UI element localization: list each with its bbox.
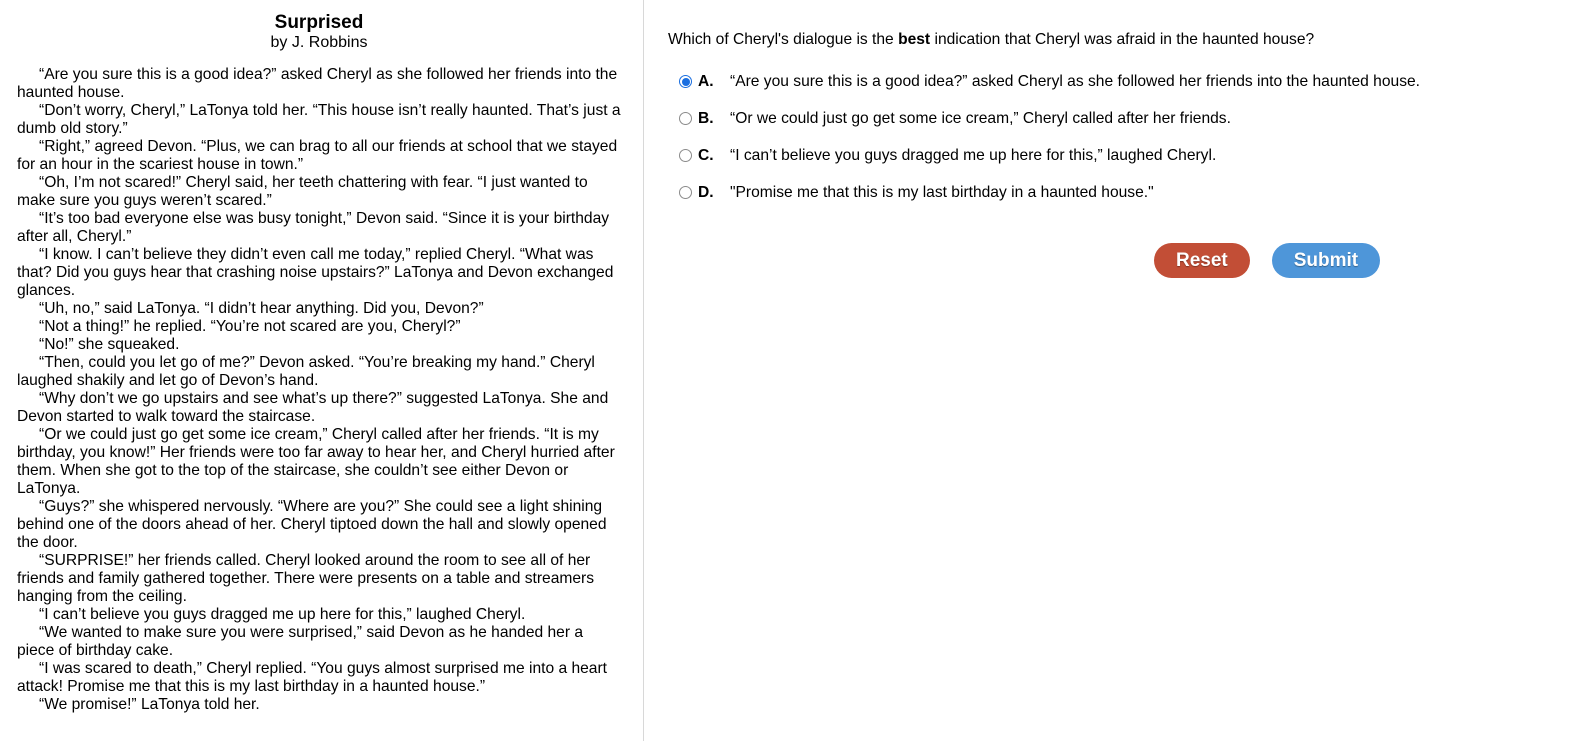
option-a[interactable] — [679, 73, 1565, 91]
option-a-letter: A. — [698, 73, 714, 90]
option-d-text: "Promise me that this is my last birthday in a haunted house." — [730, 184, 1154, 201]
submit-button[interactable]: Submit — [1272, 243, 1380, 278]
story-paragraph: “Not a thing!” he replied. “You’re not scared are you, Cheryl?” — [39, 318, 461, 335]
story-body — [17, 66, 621, 714]
story-byline: by J. Robbins — [270, 34, 368, 51]
story-paragraph: “I was scared to death,” Cheryl replied. “You guys almost surprised me into a heart attack! Promise me that this is my last birthday in a haunted house.” — [17, 660, 607, 695]
option-a-text: “Are you sure this is a good idea?” asked Cheryl as she followed her friends into the haunted house. — [730, 73, 1421, 90]
option-d[interactable] — [679, 184, 1565, 202]
story-paragraph: “We wanted to make sure you were surprised,” said Devon as he handed her a piece of birthday cake. — [17, 624, 584, 659]
story-paragraph: “I can’t believe you guys dragged me up here for this,” laughed Cheryl. — [39, 606, 526, 623]
radio-button-c[interactable] — [679, 149, 692, 162]
story-paragraph: “No!” she squeaked. — [39, 336, 180, 353]
story-paragraph: “We promise!” LaTonya told her. — [39, 696, 260, 713]
answer-options — [679, 73, 1565, 202]
story-paragraph: “Then, could you let go of me?” Devon asked. “You’re breaking my hand.” Cheryl laughed shakily and let go of Devon’s hand. — [17, 354, 595, 389]
reset-button[interactable]: Reset — [1154, 243, 1250, 278]
story-paragraph: “Or we could just go get some ice cream,” Cheryl called after her friends. “It is my birthday, you know!” Her friends were too far away to hear her, and Cheryl hurried after them. When she got to the top of the staircase, she couldn’t see either Devon or LaTonya. — [17, 426, 615, 497]
story-paragraph: “SURPRISE!” her friends called. Cheryl looked around the room to see all of her friends and family gathered together. There were presents on a table and streamers hanging from the ceiling. — [17, 552, 595, 605]
option-b[interactable] — [679, 110, 1565, 128]
story-paragraph: “Right,” agreed Devon. “Plus, we can brag to all our friends at school that we stayed for an hour in the scariest house in town.” — [17, 138, 618, 173]
question-prompt-bold-word: best — [898, 31, 931, 48]
option-d-letter: D. — [698, 184, 714, 201]
story-paragraph: “I know. I can’t believe they didn’t even call me today,” replied Cheryl. “What was that? Did you guys hear that crashing noise upstairs?” LaTonya and Devon exchanged glances. — [17, 246, 614, 299]
question-prompt — [668, 31, 1565, 49]
story-paragraph: “Don’t worry, Cheryl,” LaTonya told her. “This house isn’t really haunted. That’s just a dumb old story.” — [17, 102, 621, 137]
question-panel — [644, 0, 1585, 749]
option-c[interactable] — [679, 147, 1565, 165]
story-paragraph: “Uh, no,” said LaTonya. “I didn’t hear anything. Did you, Devon?” — [39, 300, 484, 317]
option-b-letter: B. — [698, 110, 714, 127]
option-c-letter: C. — [698, 147, 714, 164]
story-paragraph: “Why don’t we go upstairs and see what’s up there?” suggested LaTonya. She and Devon started to walk toward the staircase. — [17, 390, 609, 425]
question-prompt-suffix: indication that Cheryl was afraid in the haunted house? — [930, 31, 1315, 48]
option-b-text: “Or we could just go get some ice cream,” Cheryl called after her friends. — [730, 110, 1231, 127]
story-panel — [0, 0, 644, 741]
button-row — [1154, 243, 1565, 278]
story-paragraph: “It’s too bad everyone else was busy tonight,” Devon said. “Since it is your birthday after all, Cheryl.” — [17, 210, 610, 245]
question-prompt-prefix: Which of Cheryl's dialogue is the — [668, 31, 899, 48]
radio-button-d[interactable] — [679, 186, 692, 199]
radio-button-b[interactable] — [679, 112, 692, 125]
option-c-text: “I can’t believe you guys dragged me up here for this,” laughed Cheryl. — [730, 147, 1217, 164]
radio-button-a[interactable] — [679, 75, 692, 88]
story-paragraph: “Oh, I’m not scared!” Cheryl said, her teeth chattering with fear. “I just wanted to make sure you guys weren’t scared.” — [17, 174, 588, 209]
story-paragraph: “Are you sure this is a good idea?” asked Cheryl as she followed her friends into the haunted house. — [17, 66, 618, 101]
story-paragraph: “Guys?” she whispered nervously. “Where are you?” She could see a light shining behind one of the doors ahead of her. Cheryl tiptoed down the hall and slowly opened the door. — [17, 498, 607, 551]
story-title: Surprised — [274, 12, 364, 33]
